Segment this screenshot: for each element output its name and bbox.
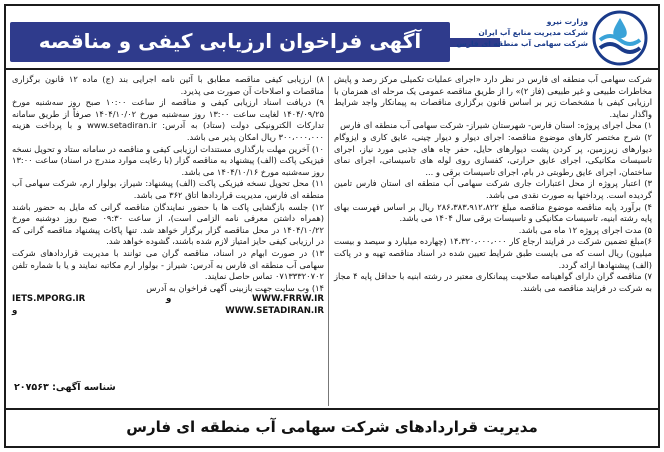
intro-paragraph: شرکت سهامی آب منطقه ای فارس در نظر دارد «اجرای عملیات تکمیلی مرکز رصد و پایش مخاطرات طبیعی و غیر طبیعی (فاز ۲)» را از طریق مناقصه عمومی یک مرحله ای همزمان با ارزیابی کیفی با مشخصات زیر بر اساس قانون برگزاری مناقصات به پیمانکار واجد شرایط واگذار نماید. [334, 74, 652, 119]
clause-12: ۱۲) جلسه بازگشایی پاکت ها با حضور نمایندگان مناقصه گرانی که مایل به حضور باشند (همراه داشتن معرفی نامه الزامی است)، از ساعت ۰۹:۳۰ صبح روز دوشنبه مورخ ۱۴۰۴/۱۰/۲۲ در محل مناقصه گزار برگزار خواهد شد. تنها پاکات پیشنهاد مناقصه گرانی که در ارزیابی کیفی حایز امتیاز لازم شده باشند، گشوده خواهد شد. [12, 201, 324, 247]
org-logo-block [456, 8, 650, 66]
clause-13: ۱۳) در صورت ابهام در اسناد، مناقصه گران می توانند با مدیریت قراردادهای شرکت سهامی آب منطقه ای فارس به آدرس: شیراز - بولوار ارم مکاتبه نمایند و یا با شماره تلفن ۰۷۱۳۳۳۲۰۷۰۲ تماس حاصل نمایند. [12, 247, 324, 282]
footer-signature: مدیریت قراردادهای شرکت سهامی آب منطقه ای فارس [126, 418, 538, 436]
clause-5: ۵) مدت اجرای پروژه ۱۲ ماه می باشد. [518, 224, 652, 235]
notice-header [4, 4, 660, 70]
org-line-regional: شرکت سهامی آب منطقه ای فارس [456, 39, 588, 48]
water-company-logo-icon [592, 10, 648, 66]
clause-7: ۷) مناقصه گران دارای گواهینامه صلاحیت پیمانکاری معتبر در رشته ابنیه با حداقل پایه ۴ مجاز به شرکت در فرایند مناقصه می باشند. [334, 271, 652, 293]
notice-id: شناسه آگهی: ۲۰۷۵۶۳ [14, 382, 116, 393]
clause-8: ۸) ارزیابی کیفی مناقصه مطابق با آئین نامه اجرایی بند (ج) ماده ۱۲ قانون برگزاری مناقصات و اصلاحات آن صورت می پذیرد. [12, 74, 324, 96]
website-row [12, 306, 324, 318]
clause-4: ۴) برآورد پایه مناقصه موضوع مناقصه مبلغ ۲۸۶،۳۸۳،۹۱۲،۸۲۲ ریال بر اساس فهرست بهای پایه رشته ابنیه، تاسیسات مکانیکی و تاسیسات برقی سال ۱۴۰۴ می باشد. [334, 201, 652, 224]
clause-10: ۱۰) آخرین مهلت بارگذاری مستندات ارزیابی کیفی و مناقصه در سامانه ستاد و تحویل نسخه فیزیکی پاکت (الف) پیشنهاد به مناقصه گزار (با رعایت موارد مندرج در اسناد) ساعت ۱۳:۰۰ روز سه‌شنبه مورخ ۱۴۰۴/۱۰/۱۶ می باشد. [12, 143, 324, 177]
column-divider [328, 76, 329, 406]
clause-2: ۲) شرح مختصر کارهای موضوع مناقصه: اجرای دیوار و دیوار چینی، عایق کاری و ایزوگام دیوارهای زیرزمین، پر کردن پشت دیوارهای حایل، حفر چاه های جذبی مورد نیاز، اجرای تاسیسات مکانیکی، اجرای عایق حرارتی، کفسازی روی لوله های تاسیساتی، اجرای نمای ساختمان، اجرای عایق رطوبتی در بام، اجرای تاسیسات برقی و ... [334, 131, 652, 177]
org-name [456, 16, 588, 49]
clause-11: ۱۱) محل تحویل نسخه فیزیکی پاکت (الف) پیشنهاد: شیراز، بولوار ارم، شرکت سهامی آب منطقه ای فارس، مدیریت قراردادها اتاق ۳۶۲ می باشد. [12, 178, 324, 200]
clause-1: ۱) محل اجرای پروژه: استان فارس- شهرستان شیراز- شرکت سهامی آب منطقه ای فارس [340, 120, 652, 131]
website-joiner: و [165, 294, 172, 305]
left-column [12, 74, 324, 317]
website-link[interactable]: WWW.FRRW.IR [252, 294, 324, 305]
clause-3: ۳) اعتبار پروژه از محل اعتبارات جاری شرکت سهامی آب منطقه ای استان فارس تامین گردیده است. پرداختها به صورت نقدی می باشد. [334, 178, 652, 200]
title-band [10, 22, 450, 62]
website-link[interactable]: IETS.MPORG.IR [12, 294, 86, 305]
website-row [12, 294, 324, 306]
website-joiner: و [12, 305, 18, 316]
org-line-company: شرکت مدیریت منابع آب ایران [478, 28, 588, 37]
clause-6: ۶)مبلغ تضمین شرکت در فرایند ارجاع کار ۱۴،۳۲۰،۰۰۰،۰۰۰ (چهارده میلیارد و سیصد و بیست میلیون) ریال است که می بایست طبق شرایط تعیین شده در اسناد مناقصه تهیه و در پاکت (الف) پیشنهادها ارائه گردد. [334, 236, 652, 270]
clause-14: ۱۴) وب سایت جهت بازبینی آگهی فراخوان به آدرس [146, 282, 324, 293]
notice-title: آگهی فراخوان ارزیابی کیفی و مناقصه [38, 29, 422, 53]
org-line-ministry: وزارت نیرو [546, 17, 588, 26]
website-link[interactable]: WWW.SETADIRAN.IR [225, 305, 324, 316]
notice-footer [6, 408, 658, 446]
right-column [334, 74, 652, 294]
clause-9: ۹) دریافت اسناد ارزیابی کیفی و مناقصه از ساعت ۱۰:۰۰ صبح روز سه‌شنبه مورخ ۱۴۰۴/۰۹/۲۵ لغایت ساعت ۱۳:۰۰ روز سه‌شنبه مورخ ۱۴۰۴/۱۰/۰۲ صرفاً از طریق سامانه تدارکات الکترونیکی دولت (ستاد) به آدرس: www.setadiran.ir و با پرداخت هزینه ۳۰۰،۰۰۰،۰۰۰ ریال امکان پذیر می باشد. [12, 97, 325, 142]
